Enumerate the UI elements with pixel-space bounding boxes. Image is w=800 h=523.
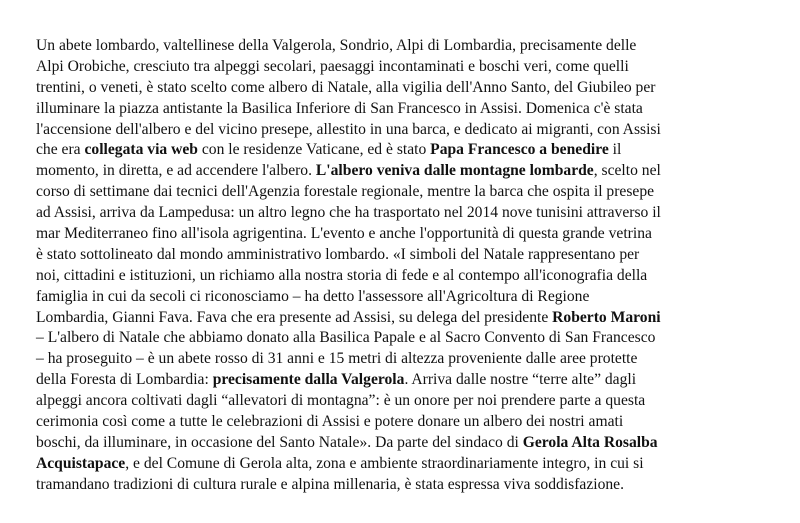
text-run: il [608, 141, 622, 159]
text-line [36, 308, 766, 329]
text-line [36, 245, 766, 266]
text-line [36, 287, 766, 308]
text-run: Un abete lombardo, valtellinese della Valgerola, Sondrio, Alpi di Lombardia, precisamente delle [36, 37, 637, 54]
text-line [36, 454, 766, 475]
text-run: illuminare la piazza antistante la Basilica Inferiore di San Francesco in Assisi. Domenica c'è stata [36, 99, 643, 117]
text-line [36, 433, 766, 454]
bold-text-run: Acquistapace [36, 454, 126, 472]
text-run: momento, in diretta, e ad accendere l'albero. [36, 162, 316, 180]
text-line [36, 78, 766, 99]
text-run: ad Assisi, arriva da Lampedusa: un altro legno che ha trasportato nel 2014 nove tunisini attraverso il [36, 204, 661, 222]
text-run: – L'albero di Natale che abbiamo donato alla Basilica Papale e al Sacro Convento di San Francesco [36, 329, 656, 347]
bold-text-run: L'albero veniva dalle montagne lombarde [315, 162, 594, 180]
text-run: , scelto nel [593, 162, 661, 180]
text-run: Lombardia, Gianni Fava. Fava che era presente ad Assisi, su delega del presidente [36, 308, 553, 326]
text-line [36, 203, 766, 224]
text-line [36, 412, 766, 433]
article-body [36, 36, 766, 496]
text-line [36, 475, 766, 496]
text-run: cerimonia così come a tutte le celebrazioni di Assisi e potere donare un albero dei nostri amati [36, 413, 624, 431]
text-line [36, 120, 766, 141]
text-line [36, 161, 766, 182]
text-line [36, 224, 766, 245]
bold-text-run: precisamente dalla Valgerola [212, 371, 405, 389]
text-run: . Arriva dalle nostre “terre alte” dagli [404, 371, 637, 389]
text-run: trentini, o veneti, è stato scelto come albero di Natale, alla vigilia dell'Anno Santo, del Giubileo per [36, 78, 656, 96]
text-run: alpeggi ancora coltivati dagli “allevatori di montagna”: è un onore per noi prendere parte a questa [36, 392, 646, 410]
text-run: boschi, da illuminare, in occasione del Santo Natale». Da parte del sindaco di [36, 433, 523, 451]
bold-text-run: collegata via web [84, 141, 198, 159]
text-line [36, 391, 766, 412]
text-run: con le residenze Vaticane, ed è stato [197, 141, 431, 159]
text-line [36, 57, 766, 78]
bold-text-run: Roberto Maroni [552, 308, 661, 326]
text-run: tramandano tradizioni di cultura rurale e alpina millenaria, è stata espressa viva soddisfazione. [36, 475, 625, 493]
text-run: Alpi Orobiche, cresciuto tra alpeggi secolari, paesaggi incontaminati e boschi veri, come quelli [36, 57, 629, 75]
bold-text-run: Gerola Alta Rosalba [522, 433, 658, 451]
text-run: corso di settimane dai tecnici dell'Agenzia forestale regionale, mentre la barca che ospita il presepe [36, 183, 655, 201]
text-line [36, 349, 766, 370]
text-run: che era [36, 141, 85, 159]
text-run: mar Mediterraneo fino all'isola agrigentina. L'evento e anche l'opportunità di questa grande vetrina [36, 225, 652, 243]
bold-text-run: Papa Francesco a benedire [430, 141, 609, 159]
text-run: noi, cittadini e istituzioni, un richiamo alla nostra storia di fede e al contempo all'iconografia della [36, 266, 648, 284]
text-run: l'accensione dell'albero e del vicino presepe, allestito in una barca, e dedicato ai migranti, con Assisi [36, 120, 661, 138]
text-line [36, 370, 766, 391]
text-run: famiglia in cui da secoli ci riconosciamo – ha detto l'assessore all'Agricoltura di Regione [36, 287, 590, 305]
text-line [36, 266, 766, 287]
text-line [36, 36, 766, 57]
text-run: della Foresta di Lombardia: [36, 371, 213, 389]
text-line [36, 182, 766, 203]
text-run: , e del Comune di Gerola alta, zona e ambiente straordinariamente integro, in cui si [125, 454, 644, 472]
text-run: è stato sottolineato dal mondo amministrativo lombardo. «I simboli del Natale rappresentano per [36, 245, 640, 263]
text-line [36, 99, 766, 120]
text-line [36, 140, 766, 161]
text-line [36, 328, 766, 349]
text-run: – ha proseguito – è un abete rosso di 31 anni e 15 metri di altezza proveniente dalle aree protette [36, 350, 638, 368]
